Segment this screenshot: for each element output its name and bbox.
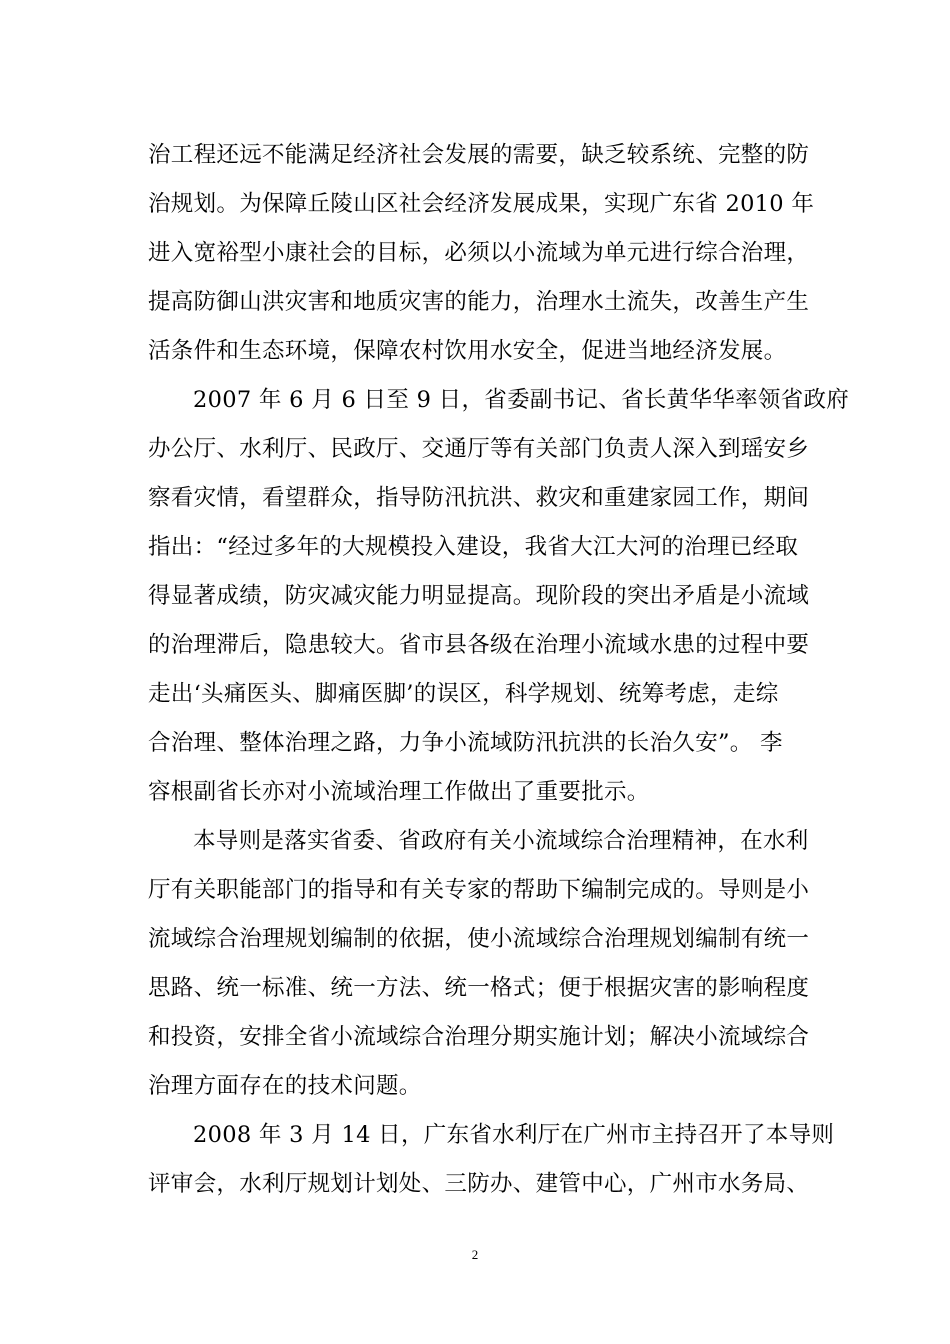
- text-line: 指出：“经过多年的大规模投入建设，我省大江大河的治理已经取: [148, 534, 799, 560]
- text-line: 得显著成绩，防灾减灾能力明显提高。现阶段的突出矛盾是小流域: [148, 583, 810, 609]
- text-line: 2007 年 6 月 6 日至 9 日，省委副书记、省长黄华华率领省政府: [193, 387, 850, 413]
- text-line: 办公厅、水利厅、民政厅、交通厅等有关部门负责人深入到瑶安乡: [148, 436, 810, 462]
- text-line: 的治理滞后，隐患较大。省市县各级在治理小流域水患的过程中要: [148, 632, 810, 658]
- page-number: 2: [471, 1247, 479, 1262]
- text-line: 活条件和生态环境，保障农村饮用水安全，促进当地经济发展。: [148, 338, 787, 364]
- text-line: 走出‘头痛医头、脚痛医脚’的误区，科学规划、统筹考虑，走综: [148, 681, 779, 707]
- text-line: 治理方面存在的技术问题。: [148, 1073, 422, 1099]
- text-line: 提高防御山洪灾害和地质灾害的能力，治理水土流失，改善生产生: [148, 289, 810, 315]
- text-line: 察看灾情，看望群众，指导防汛抗洪、救灾和重建家园工作，期间: [148, 485, 810, 511]
- text-line: 本导则是落实省委、省政府有关小流域综合治理精神，在水利: [193, 828, 809, 854]
- text-line: 评审会，水利厅规划计划处、三防办、建管中心，广州市水务局、: [148, 1171, 810, 1197]
- text-line: 和投资，安排全省小流域综合治理分期实施计划；解决小流域综合: [148, 1024, 810, 1050]
- text-line: 进入宽裕型小康社会的目标，必须以小流域为单元进行综合治理，: [148, 240, 810, 266]
- text-line: 容根副省长亦对小流域治理工作做出了重要批示。: [148, 779, 650, 805]
- text-line: 思路、统一标准、统一方法、统一格式；便于根据灾害的影响程度: [148, 975, 810, 1001]
- text-line: 2008 年 3 月 14 日，广东省水利厅在广州市主持召开了本导则: [193, 1122, 835, 1148]
- text-line: 治工程还远不能满足经济社会发展的需要，缺乏较系统、完整的防: [148, 142, 810, 168]
- text-line: 流域综合治理规划编制的依据，使小流域综合治理规划编制有统一: [148, 926, 810, 952]
- text-line: 厅有关职能部门的指导和有关专家的帮助下编制完成的。导则是小: [148, 877, 810, 903]
- text-line: 合治理、整体治理之路，力争小流域防汛抗洪的长治久安”。 李: [148, 730, 783, 756]
- text-line: 治规划。为保障丘陵山区社会经济发展成果，实现广东省 2010 年: [148, 191, 815, 217]
